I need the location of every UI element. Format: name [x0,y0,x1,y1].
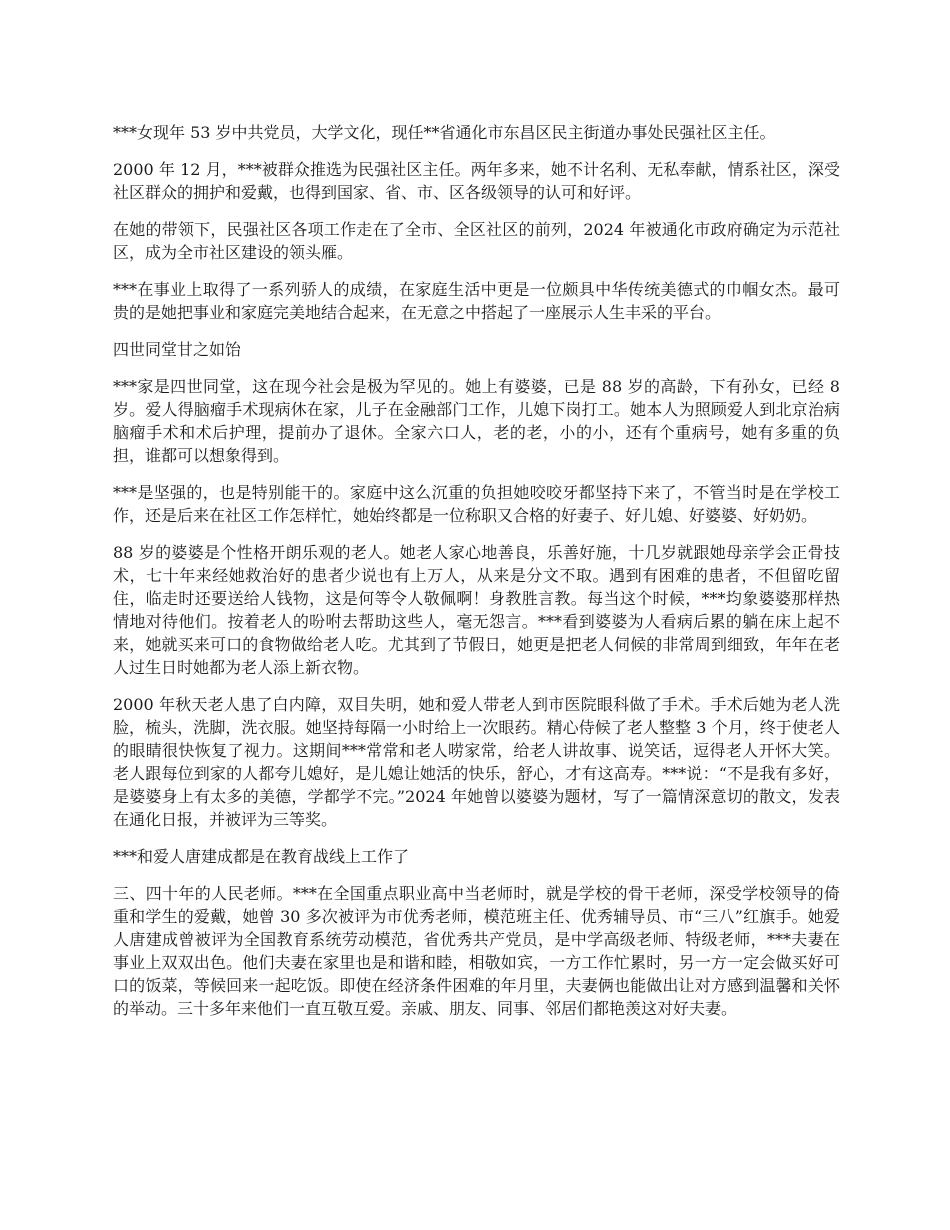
paragraph: 2000 年 12 月，***被群众推选为民强社区主任。两年多来，她不计名利、无私奉献，情系社区，深受社区群众的拥护和爱戴，也得到国家、省、市、区各级领导的认可和好评。 [113,160,840,202]
paragraph: ***和爱人唐建成都是在教育战线上工作了 [113,847,410,866]
paragraph: 2000 年秋天老人患了白内障，双目失明，她和爱人带老人到市医院眼科做了手术。手术后她为老人洗脸，梳头，洗脚，洗衣服。她坚持每隔一小时给上一次眼药。精心侍候了老人整整 3 个月，终于使老人的眼睛很快恢复了视力。这期间***常常和老人唠家常，给老人讲故事、说笑话，逗得老人开怀大笑。老人跟每位到家的人都夸儿媳好，是儿媳让她活的快乐，舒心，才有这高寿。***说：“不是我有多好，是婆婆身上有太多的美德，学都学不完。”2024 年她曾以婆婆为题材，写了一篇情深意切的散文，发表在通化日报，并被评为三等奖。 [113,695,840,829]
document-body [113,121,840,1034]
paragraph: 88 岁的婆婆是个性格开朗乐观的老人。她老人家心地善良，乐善好施，十几岁就跟她母亲学会正骨技术，七十年来经她救治好的患者少说也有上万人，从来是分文不取。遇到有困难的患者，不但留吃留住，临走时还要送给人钱物，这是何等令人敬佩啊！身教胜言教。每当这个时候，***均象婆婆那样热情地对待他们。按着老人的吩咐去帮助这些人，毫无怨言。***看到婆婆为人看病后累的躺在床上起不来，她就买来可口的食物做给老人吃。尤其到了节假日，她更是把老人伺候的非常周到细致，年年在老人过生日时她都为老人添上新衣物。 [113,543,840,677]
paragraph: 三、四十年的人民老师。***在全国重点职业高中当老师时，就是学校的骨干老师，深受学校领导的倚重和学生的爱戴，她曾 30 多次被评为市优秀老师，模范班主任、优秀辅导员、市“三八”红旗手。她爱人唐建成曾被评为全国教育系统劳动模范，省优秀共产党员，是中学高级老师、特级老师，***夫妻在事业上双双出色。他们夫妻在家里也是和谐和睦，相敬如宾，一方工作忙累时，另一方一定会做买好可口的饭菜，等候回来一起吃饭。即使在经济条件困难的年月里，夫妻俩也能做出让对方感到温馨和关怀的举动。三十多年来他们一直互敬互爱。亲戚、朋友、同事、邻居们都艳羡这对好夫妻。 [113,884,840,1018]
paragraph: ***在事业上取得了一系列骄人的成绩，在家庭生活中更是一位颇具中华传统美德式的巾帼女杰。最可贵的是她把事业和家庭完美地结合起来，在无意之中搭起了一座展示人生丰采的平台。 [113,280,840,322]
paragraph: ***是坚强的，也是特别能干的。家庭中这么沉重的负担她咬咬牙都坚持下来了，不管当时是在学校工作，还是后来在社区工作怎样忙，她始终都是一位称职又合格的好妻子、好儿媳、好婆婆、好奶奶。 [113,483,840,525]
section-heading: 四世同堂甘之如饴 [113,340,242,359]
paragraph: ***女现年 53 岁中共党员，大学文化，现任**省通化市东昌区民主街道办事处民强社区主任。 [113,123,776,142]
paragraph: ***家是四世同堂，这在现今社会是极为罕见的。她上有婆婆，已是 88 岁的高龄，下有孙女，已经 8 岁。爱人得脑瘤手术现病休在家，儿子在金融部门工作，儿媳下岗打工。她本人为照顾爱人到北京治病脑瘤手术和术后护理，提前办了退休。全家六口人，老的老，小的小，还有个重病号，她有多重的负担，谁都可以想象得到。 [113,377,840,465]
paragraph: 在她的带领下，民强社区各项工作走在了全市、全区社区的前列，2024 年被通化市政府确定为示范社区，成为全市社区建设的领头雁。 [113,220,840,262]
